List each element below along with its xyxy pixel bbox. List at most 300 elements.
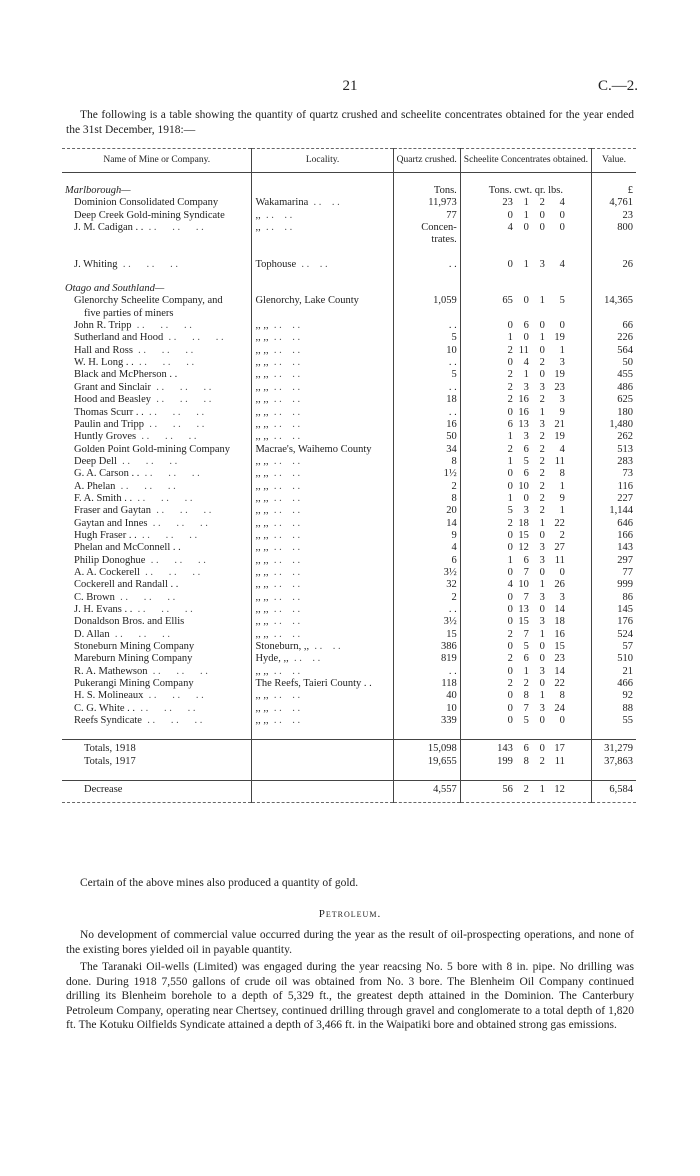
section-row (62, 283, 636, 295)
locality: ,, ,, . . (252, 518, 393, 530)
locality: ,, ,, . . (252, 542, 393, 554)
unit-cwt: Tons. cwt. qr. lbs. (460, 185, 591, 197)
quartz-crushed: 20 (393, 505, 460, 517)
table-row (62, 222, 636, 234)
value: 55 (592, 715, 636, 727)
cwt-value: 0 (523, 295, 529, 307)
mine-name: A. A. Cockerell . . (62, 567, 252, 579)
value: 166 (592, 530, 636, 542)
lbs-value: 1 (559, 505, 565, 517)
table-row (62, 369, 636, 381)
mine-name: Fraser and Gaytan . . (62, 505, 252, 517)
mine-name (62, 234, 252, 246)
locality (252, 740, 393, 756)
qr-value: 0 (539, 209, 545, 221)
mine-name: Totals, 1917 (84, 755, 136, 767)
cwt-value: 7 (523, 566, 529, 578)
scheelite-obtained (460, 518, 591, 530)
tons-value: 0 (507, 702, 513, 714)
locality: ,, . . (252, 222, 393, 234)
scheelite-obtained (460, 431, 591, 443)
quartz-crushed: 1,059 (393, 295, 460, 307)
lbs-value: 11 (554, 455, 565, 467)
cwt-value: 0 (523, 332, 529, 344)
table-row (62, 197, 636, 209)
table-row (62, 555, 636, 567)
quartz-crushed: 10 (393, 345, 460, 357)
scheelite-obtained (460, 756, 591, 768)
locality: Wakamarina . . (252, 197, 393, 209)
value: 466 (592, 678, 636, 690)
locality: ,, ,, . . (252, 345, 393, 357)
tons-value: 2 (507, 443, 513, 455)
table-row (62, 629, 636, 641)
locality: ,, ,, . . (252, 332, 393, 344)
qr-value: 1 (539, 332, 545, 344)
scheelite-obtained (460, 579, 591, 591)
table-row (62, 295, 636, 307)
value: 143 (592, 542, 636, 554)
mine-name: D. Allan . . (62, 629, 252, 641)
table-row (62, 456, 636, 468)
qr-value: 3 (539, 665, 545, 677)
tons-value: 0 (507, 357, 513, 369)
scheelite-obtained (460, 332, 591, 344)
qr-value: 3 (539, 702, 545, 714)
table-row (62, 579, 636, 591)
cwt-value: 13 (518, 604, 529, 615)
qr-value: 0 (539, 604, 545, 615)
lbs-value: 14 (554, 604, 565, 615)
scheelite-obtained (460, 259, 591, 271)
table-row (62, 419, 636, 431)
petroleum-paragraph-1: No development of commercial value occurred during the year as the result of oil-prospecting operations, and none of the existing bores yielded oil in payable quantity. (66, 929, 634, 956)
mine-name: Decrease (62, 781, 252, 803)
gold-note: Certain of the above mines also produced a quantity of gold. (80, 877, 359, 889)
value: 92 (592, 690, 636, 702)
locality: ,, ,, . . (252, 666, 393, 678)
qr-value: 3 (539, 418, 545, 430)
table-row (62, 505, 636, 517)
cwt-value: 4 (523, 357, 529, 369)
quartz-crushed: 50 (393, 431, 460, 443)
locality: ,, ,, . . (252, 715, 393, 727)
scheelite-obtained (460, 653, 591, 665)
value (592, 234, 636, 246)
qr-value: 3 (539, 616, 545, 628)
cwt-value: 7 (523, 591, 529, 603)
qr-value: 3 (539, 591, 545, 603)
page-code: C.—2. (597, 78, 638, 94)
cwt-value: 5 (523, 641, 529, 653)
lbs-value: 18 (554, 616, 565, 628)
tons-value: 0 (507, 566, 513, 578)
cwt-value: 10 (518, 579, 529, 591)
value: 4,761 (592, 197, 636, 209)
mine-name: Mareburn Mining Company (74, 653, 193, 665)
quartz-crushed: trates. (393, 234, 460, 246)
table-row (62, 382, 636, 394)
locality: ,, ,, . . (252, 604, 393, 616)
locality: Tophouse . . (252, 259, 393, 271)
table-row (62, 703, 636, 715)
table-row (62, 332, 636, 344)
qr-value: 0 (539, 743, 545, 755)
table-row (62, 444, 636, 456)
lbs-value: 27 (554, 542, 565, 554)
cwt-value: 2 (523, 784, 529, 796)
scheelite-obtained (460, 456, 591, 468)
value: 646 (592, 518, 636, 530)
tons-value: 1 (507, 332, 513, 344)
scheelite-obtained (460, 678, 591, 690)
qr-value: 1 (539, 517, 545, 529)
table-row (62, 259, 636, 271)
petroleum-paragraph-2: The Taranaki Oil-wells (Limited) was engaged during the year reacsing No. 5 bore with 8 in. pipe. No drilling was done. During 1918 7,550 gallons of crude oil was obtained from No. 3 bore. The Blenheim Oil Company continued drilling its Blenheim borehole to a depth of 5,329 ft., the greatest depth attained in the Dominion. The Canterbury Petroleum Company, operating near Chertsey, continued drilling through gravel and conglomerate to a total depth of 1,820 ft. The Kotuku Oilfields Syndicate attained a depth of 3,466 ft. in the Waipatiki bore and obtained strong gas emissions. (66, 961, 634, 1031)
lbs-value: 3 (559, 591, 565, 603)
quartz-crushed: 386 (393, 641, 460, 653)
scheelite-obtained (460, 394, 591, 406)
locality: ,, ,, . . (252, 592, 393, 604)
cwt-value: 7 (523, 702, 529, 714)
quartz-crushed: 15,098 (393, 740, 460, 756)
quartz-crushed: 2 (393, 592, 460, 604)
cwt-value: 8 (523, 755, 529, 767)
value: 226 (592, 332, 636, 344)
mine-name: J. H. Evans . . . . (62, 604, 252, 616)
qr-value: 2 (539, 492, 545, 504)
col-header-scheelite: Scheelite Concentrates obtained. (460, 149, 591, 173)
cwt-value: 15 (518, 529, 529, 541)
qr-value: 2 (539, 468, 545, 480)
quartz-crushed: . . (393, 320, 460, 332)
mine-name: Sutherland and Hood . . (62, 332, 252, 344)
locality (252, 308, 393, 320)
quartz-crushed: . . (393, 604, 460, 616)
tons-value: 0 (507, 542, 513, 554)
locality: ,, . . (252, 210, 393, 222)
quartz-crushed: 819 (393, 653, 460, 665)
lbs-value: 2 (559, 529, 565, 541)
qr-value: 2 (539, 755, 545, 767)
lbs-value: 22 (554, 678, 565, 690)
spacer-row (62, 727, 636, 740)
scheelite-obtained (460, 530, 591, 542)
lbs-value: 4 (559, 258, 565, 270)
lbs-value: 23 (554, 381, 565, 393)
mine-name: Hugh Fraser . . . . (62, 530, 252, 542)
scheelite-obtained (460, 740, 591, 756)
cwt-value: 13 (518, 418, 529, 430)
locality (252, 756, 393, 768)
cwt-value: 0 (523, 222, 529, 234)
value: 999 (592, 579, 636, 591)
mine-name: Paulin and Tripp . . (62, 419, 252, 431)
tons-value: 199 (497, 755, 513, 767)
value: 297 (592, 555, 636, 567)
value: 23 (592, 210, 636, 222)
lbs-value: 0 (559, 715, 565, 727)
mine-name: Glenorchy Scheelite Company, and (74, 295, 223, 307)
mine-name: Phelan and McConnell . . (74, 542, 181, 554)
cwt-value: 1 (523, 369, 529, 381)
tons-value: 0 (507, 715, 513, 727)
tons-value: 1 (507, 455, 513, 467)
scheelite-obtained (460, 210, 591, 222)
lbs-value: 0 (559, 320, 565, 332)
scheelite-obtained (460, 666, 591, 678)
mine-name: Dominion Consolidated Company (74, 197, 219, 209)
mine-name: C. Brown . . (62, 592, 252, 604)
cwt-value: 5 (523, 455, 529, 467)
tons-value: 0 (507, 468, 513, 480)
lbs-value: 19 (554, 431, 565, 443)
mine-name: Stoneburn Mining Company (74, 641, 195, 653)
locality: ,, ,, . . (252, 555, 393, 567)
tons-value: 2 (507, 517, 513, 529)
mine-name: Cockerell and Randall . . (74, 579, 179, 591)
qr-value: 1 (539, 406, 545, 418)
cwt-value: 12 (518, 542, 529, 554)
value: 31,279 (592, 740, 636, 756)
qr-value: 1 (539, 628, 545, 640)
lbs-value: 0 (559, 209, 565, 221)
mine-name: Huntly Groves . . (62, 431, 252, 443)
table-row (62, 678, 636, 690)
tons-value: 23 (502, 197, 513, 209)
tons-value: 0 (507, 641, 513, 653)
scheelite-obtained (460, 234, 591, 246)
qr-value: 1 (539, 295, 545, 307)
col-header-quartz: Quartz crushed. (393, 149, 460, 173)
cwt-value: 3 (523, 431, 529, 443)
quartz-crushed: 14 (393, 518, 460, 530)
tons-value: 4 (507, 222, 513, 234)
locality: ,, ,, . . (252, 481, 393, 493)
table-row (62, 234, 636, 246)
tons-value: 0 (507, 665, 513, 677)
tons-value: 65 (502, 295, 513, 307)
lbs-value: 16 (554, 628, 565, 640)
quartz-crushed: 3½ (393, 616, 460, 628)
tons-value: 2 (507, 394, 513, 406)
mine-name: Thomas Scurr . . . . (62, 407, 252, 419)
mine-name: J. M. Cadigan . . . . (62, 222, 252, 234)
mine-name: G. A. Carson . . . . (62, 468, 252, 480)
scheelite-obtained (460, 222, 591, 234)
value: 455 (592, 369, 636, 381)
table-row (62, 407, 636, 419)
lbs-value: 0 (559, 566, 565, 578)
scheelite-obtained (460, 357, 591, 369)
locality: ,, ,, . . (252, 629, 393, 641)
scheelite-obtained (460, 629, 591, 641)
quartz-crushed: 19,655 (393, 756, 460, 768)
tons-value: 0 (507, 690, 513, 702)
mine-name: John R. Tripp . . (62, 320, 252, 332)
cwt-value: 0 (523, 492, 529, 504)
locality: Macrae's, Waihemo County (252, 444, 393, 456)
scheelite-obtained (460, 542, 591, 554)
table-row (62, 592, 636, 604)
value: 800 (592, 222, 636, 234)
tons-value: 2 (507, 369, 513, 381)
table-row (62, 530, 636, 542)
value: 57 (592, 641, 636, 653)
locality: ,, ,, . . (252, 616, 393, 628)
qr-value: 1 (539, 579, 545, 591)
quartz-crushed: 34 (393, 444, 460, 456)
table-row (62, 542, 636, 554)
lbs-value: 15 (554, 641, 565, 653)
section-label: Marlborough— (65, 185, 131, 196)
totals-row (62, 740, 636, 756)
table-row (62, 493, 636, 505)
table-row (62, 481, 636, 493)
qr-value: 0 (539, 641, 545, 653)
table-row (62, 308, 636, 320)
scheelite-obtained (460, 345, 591, 357)
tons-value: 0 (507, 258, 513, 270)
table-row (62, 320, 636, 332)
cwt-value: 7 (523, 628, 529, 640)
scheelite-obtained (460, 604, 591, 616)
value: 145 (592, 604, 636, 616)
value: 180 (592, 407, 636, 419)
scheelite-obtained (460, 295, 591, 307)
qr-value: 3 (539, 258, 545, 270)
locality: Glenorchy, Lake County (252, 295, 393, 307)
cwt-value: 1 (523, 209, 529, 221)
value: 6,584 (592, 781, 636, 803)
qr-value: 0 (539, 678, 545, 690)
qr-value: 1 (539, 690, 545, 702)
locality: ,, ,, . . (252, 493, 393, 505)
value: 1,480 (592, 419, 636, 431)
cwt-value: 16 (518, 406, 529, 418)
cwt-value: 3 (523, 381, 529, 393)
quartz-crushed: 8 (393, 493, 460, 505)
value: 88 (592, 703, 636, 715)
cwt-value: 6 (523, 443, 529, 455)
mine-name: Deep Creek Gold-mining Syndicate (74, 209, 225, 221)
table-row (62, 715, 636, 727)
qr-value: 0 (539, 222, 545, 234)
cwt-value: 6 (523, 468, 529, 480)
quartz-crushed: 9 (393, 530, 460, 542)
lbs-value: 19 (554, 369, 565, 381)
cwt-value: 6 (523, 554, 529, 566)
lbs-value: 11 (554, 755, 565, 767)
mine-name: Hood and Beasley . . (62, 394, 252, 406)
tons-value: 0 (507, 320, 513, 332)
value: 66 (592, 320, 636, 332)
scheelite-obtained (460, 197, 591, 209)
locality: ,, ,, . . (252, 456, 393, 468)
locality: ,, ,, . . (252, 703, 393, 715)
qr-value: 2 (539, 455, 545, 467)
scheelite-obtained (460, 382, 591, 394)
totals-row (62, 756, 636, 768)
cwt-value: 3 (523, 505, 529, 517)
scheelite-obtained (460, 407, 591, 419)
qr-value: 2 (539, 197, 545, 209)
quartz-crushed: 5 (393, 332, 460, 344)
scheelite-table (62, 148, 636, 803)
qr-value: 3 (539, 554, 545, 566)
quartz-crushed: 4,557 (393, 781, 460, 803)
value: 486 (592, 382, 636, 394)
tons-value: 143 (497, 743, 513, 755)
locality: ,, ,, . . (252, 320, 393, 332)
lbs-value: 4 (559, 443, 565, 455)
qr-value: 0 (539, 529, 545, 541)
tons-value: 2 (507, 628, 513, 640)
qr-value: 2 (539, 394, 545, 406)
mine-name: Hall and Ross . . (62, 345, 252, 357)
locality: ,, ,, . . (252, 394, 393, 406)
mine-name: Pukerangi Mining Company (74, 678, 194, 690)
cwt-value: 15 (518, 616, 529, 628)
locality: ,, ,, . . (252, 431, 393, 443)
mine-name: F. A. Smith . . . . (62, 493, 252, 505)
tons-value: 0 (507, 406, 513, 418)
scheelite-obtained (460, 493, 591, 505)
qr-value: 2 (539, 357, 545, 369)
quartz-crushed: 15 (393, 629, 460, 641)
tons-value: 2 (507, 344, 513, 356)
mine-name: five parties of miners (84, 307, 174, 319)
cwt-value: 6 (523, 653, 529, 665)
qr-value: 3 (539, 542, 545, 554)
value (592, 308, 636, 320)
tons-value: 2 (507, 381, 513, 393)
value: 116 (592, 481, 636, 493)
scheelite-obtained (460, 567, 591, 579)
petroleum-heading: Petroleum. (318, 908, 382, 920)
value: 37,863 (592, 756, 636, 768)
value: 564 (592, 345, 636, 357)
table-row (62, 616, 636, 628)
quartz-crushed: 118 (393, 678, 460, 690)
quartz-crushed: 4 (393, 542, 460, 554)
value: 513 (592, 444, 636, 456)
quartz-crushed: . . (393, 666, 460, 678)
lbs-value: 14 (554, 665, 565, 677)
scheelite-obtained (460, 690, 591, 702)
lbs-value: 0 (559, 222, 565, 234)
scheelite-obtained (460, 781, 591, 803)
scheelite-obtained (460, 419, 591, 431)
mine-name: C. G. White . . . . (62, 703, 252, 715)
cwt-value: 8 (523, 690, 529, 702)
mine-name: Gaytan and Innes . . (62, 518, 252, 530)
quartz-crushed: 1½ (393, 468, 460, 480)
cwt-value: 1 (523, 197, 529, 209)
table-row (62, 468, 636, 480)
quartz-crushed: 339 (393, 715, 460, 727)
table-row (62, 653, 636, 665)
lbs-value: 8 (559, 468, 565, 480)
locality: ,, ,, . . (252, 419, 393, 431)
tons-value: 1 (507, 554, 513, 566)
table-row (62, 394, 636, 406)
qr-value: 0 (539, 715, 545, 727)
lbs-value: 19 (554, 332, 565, 344)
tons-value: 0 (507, 616, 513, 628)
quartz-crushed: . . (393, 407, 460, 419)
tons-value: 0 (507, 209, 513, 221)
